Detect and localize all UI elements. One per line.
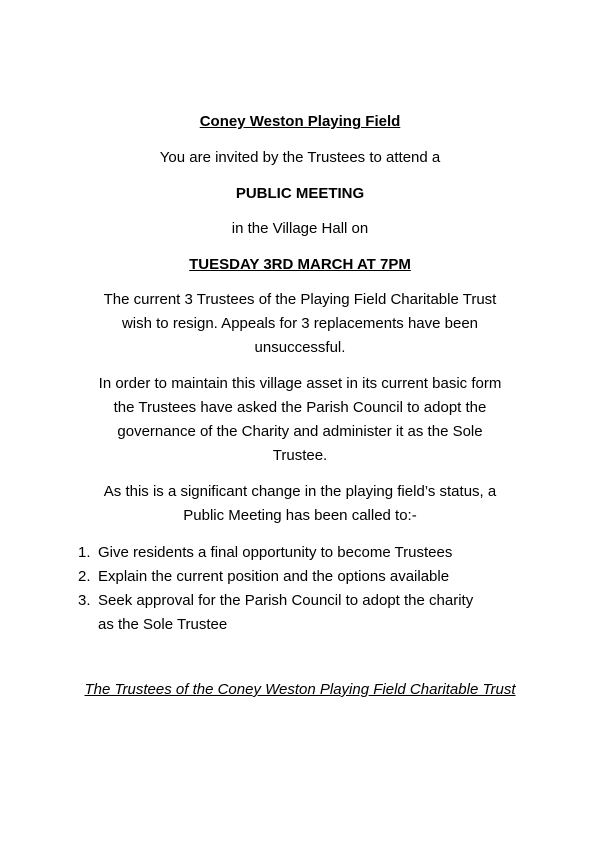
list-text: Explain the current position and the options available (98, 568, 450, 585)
document-title: Coney Weston Playing Field (199, 113, 401, 130)
list-number: 2. (78, 568, 91, 585)
paragraph-3-line: As this is a significant change in the playing field’s status, a (103, 483, 497, 500)
paragraph-2-line: the Trustees have asked the Parish Council to adopt the (113, 399, 487, 416)
list-number: 3. (78, 592, 91, 609)
venue-text: in the Village Hall on (231, 220, 369, 237)
event-heading: PUBLIC MEETING (235, 185, 365, 202)
list-item (78, 543, 452, 563)
event-date: TUESDAY 3RD MARCH AT 7PM (189, 256, 411, 273)
list-number: 1. (78, 544, 91, 561)
list-item-continuation: as the Sole Trustee (98, 616, 228, 633)
list-item (78, 591, 473, 611)
paragraph-3-line: Public Meeting has been called to:- (183, 507, 417, 524)
list-text: Seek approval for the Parish Council to adopt the charity (98, 592, 474, 609)
invitation-text: You are invited by the Trustees to attend a (159, 149, 441, 166)
paragraph-2-line: Trustee. (272, 447, 328, 464)
signature-line: The Trustees of the Coney Weston Playing Field Charitable Trust (84, 681, 516, 698)
paragraph-2-line: governance of the Charity and administer it as the Sole (117, 423, 483, 440)
list-text: Give residents a final opportunity to become Trustees (98, 544, 453, 561)
paragraph-1-line: The current 3 Trustees of the Playing Field Charitable Trust (103, 291, 497, 308)
list-item (78, 567, 449, 587)
paragraph-2-line: In order to maintain this village asset in its current basic form (98, 375, 502, 392)
paragraph-1-line: unsuccessful. (254, 339, 346, 356)
paragraph-1-line: wish to resign. Appeals for 3 replacements have been (121, 315, 479, 332)
